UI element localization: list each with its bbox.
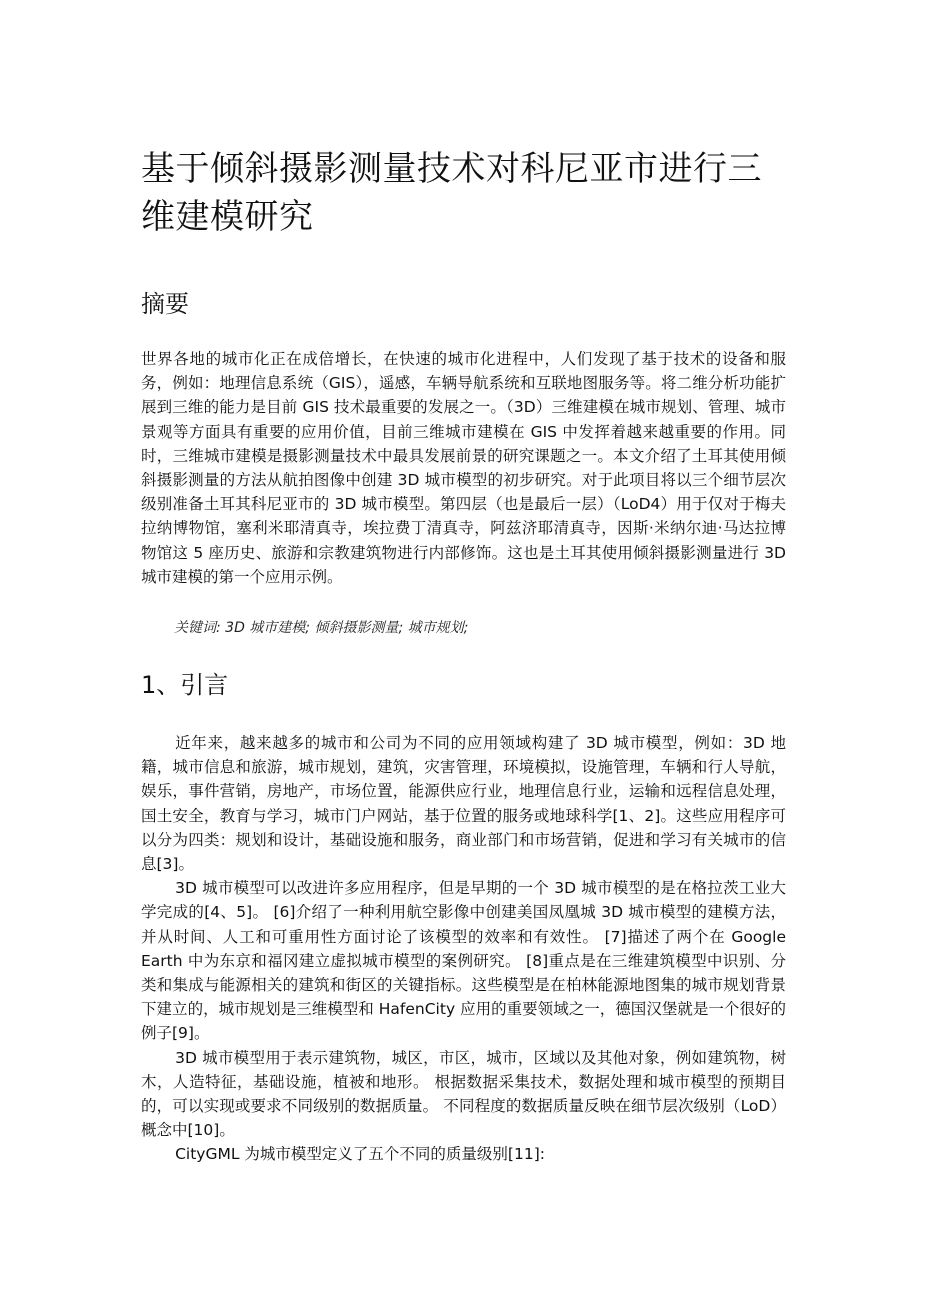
introduction-body	[141, 731, 786, 1167]
body-paragraph: 近年来，越来越多的城市和公司为不同的应用领域构建了 3D 城市模型，例如：3D 地籍，城市信息和旅游，城市规划，建筑，灾害管理，环境模拟，设施管理，车辆和行人导航，娱乐，事件营销，房地产，市场位置，能源供应行业，地理信息行业，运输和远程信息处理，国土安全，教育与学习，城市门户网站，基于位置的服务或地球科学[1、2]。这些应用程序可以分为四类：规划和设计，基础设施和服务，商业部门和市场营销，促进和学习有关城市的信息[3]。	[141, 734, 786, 874]
body-paragraph: 3D 城市模型用于表示建筑物，城区，市区，城市，区域以及其他对象，例如建筑物，树木，人造特征，基础设施，植被和地形。 根据数据采集技术，数据处理和城市模型的预期目的，可以实现或要求不同级别的数据质量。 不同程度的数据质量反映在细节层次级别（LoD）概念中[10]。	[141, 1048, 786, 1140]
paper-title: 基于倾斜摄影测量技术对科尼亚市进行三维建模研究	[141, 149, 762, 237]
abstract-heading: 摘要	[141, 290, 189, 318]
body-paragraph: 3D 城市模型可以改进许多应用程序，但是早期的一个 3D 城市模型的是在格拉茨工业大学完成的[4、5]。 [6]介绍了一种利用航空影像中创建美国凤凰城 3D 城市模型的建模方法，并从时间、人工和可重用性方面讨论了该模型的效率和有效性。 [7]描述了两个在 Google Earth 中为东京和福冈建立虚拟城市模型的案例研究。 [8]重点是在三维建筑模型中识别、分类和集成与能源相关的建筑和街区的关键指标。这些模型是在柏林能源地图集的城市规划背景下建立的，城市规划是三维模型和 HafenCity 应用的重要领域之一，德国汉堡就是一个很好的例子[9]。	[141, 879, 786, 1043]
abstract-text: 世界各地的城市化正在成倍增长，在快速的城市化进程中，人们发现了基于技术的设备和服务，例如：地理信息系统（GIS），遥感，车辆导航系统和互联地图服务等。将二维分析功能扩展到三维的能力是目前 GIS 技术最重要的发展之一。（3D）三维建模在城市规划、管理、城市景观等方面具有重要的应用价值，目前三维城市建模在 GIS 中发挥着越来越重要的作用。同时，三维城市建模是摄影测量技术中最具发展前景的研究课题之一。本文介绍了土耳其使用倾斜摄影测量的方法从航拍图像中创建 3D 城市模型的初步研究。对于此项目将以三个细节层次级别准备土耳其科尼亚市的 3D 城市模型。第四层（也是最后一层）（LoD4）用于仅对于梅夫拉纳博物馆，塞利米耶清真寺，埃拉费丁清真寺，阿兹济耶清真寺，因斯·米纳尔迪·马达拉博物馆这 5 座历史、旅游和宗教建筑物进行内部修饰。这也是土耳其使用倾斜摄影测量进行 3D 城市建模的第一个应用示例。	[141, 350, 786, 586]
keywords-line: 关键词: 3D 城市建模; 倾斜摄影测量; 城市规划;	[174, 620, 469, 636]
section-heading-introduction: 1、引言	[141, 671, 229, 699]
body-paragraph: CityGML 为城市模型定义了五个不同的质量级别[11]:	[175, 1145, 545, 1164]
